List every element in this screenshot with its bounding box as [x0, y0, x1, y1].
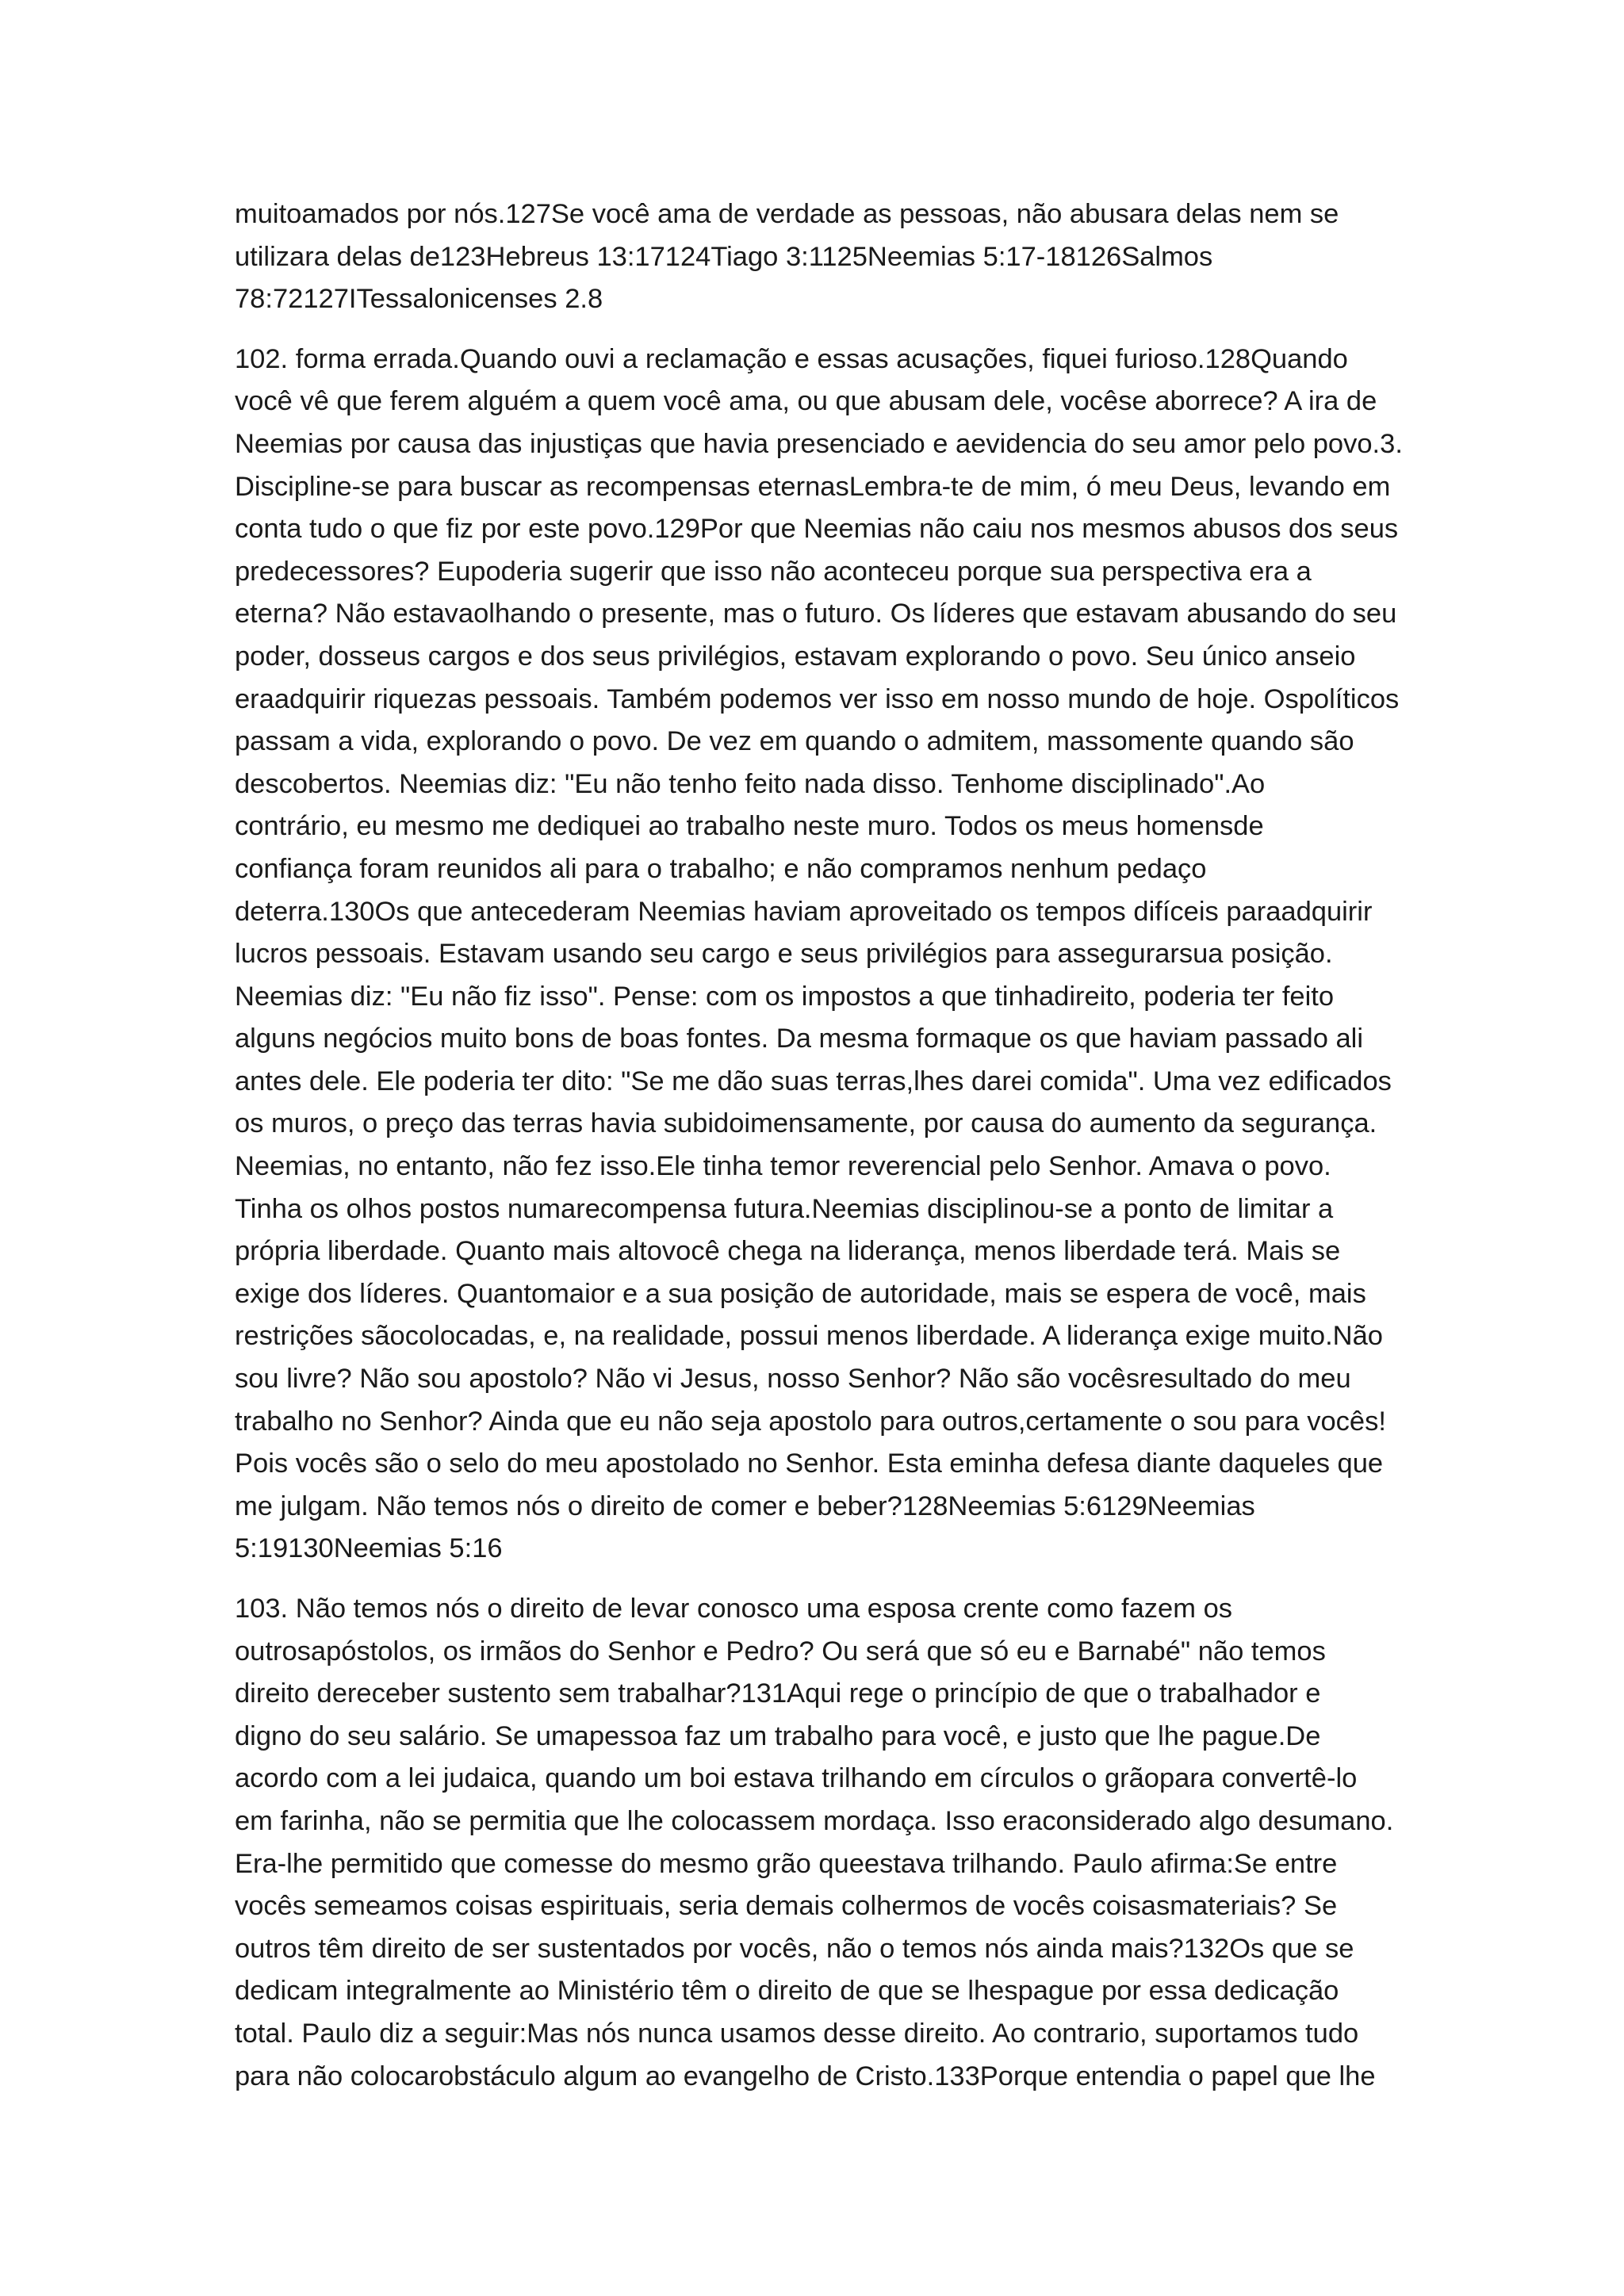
text-line: eterna? Não estavaolhando o presente, mas o futuro. Os líderes que estavam abusando do seu [235, 599, 1397, 629]
text-line: acordo com a lei judaica, quando um boi estava trilhando em círculos o grãopara convertê-lo [235, 1763, 1358, 1794]
text-line: predecessores? Eupoderia sugerir que isso não aconteceu porque sua perspectiva era a [235, 556, 1312, 587]
text-line: 103. Não temos nós o direito de levar conosco uma esposa crente como fazem os [235, 1594, 1233, 1624]
paragraph [235, 193, 1424, 321]
text-line: restrições sãocolocadas, e, na realidade, possui menos liberdade. A liderança exige muito.Não [235, 1321, 1383, 1352]
text-line: utilizara delas de123Hebreus 13:17124Tiago 3:1125Neemias 5:17-18126Salmos [235, 241, 1213, 272]
text-line: total. Paulo diz a seguir:Mas nós nunca usamos desse direito. Ao contrario, suportamos tudo [235, 2018, 1359, 2049]
text-line: lucros pessoais. Estavam usando seu cargo e seus privilégios para assegurarsua posição. [235, 939, 1333, 970]
text-line: confiança foram reunidos ali para o trabalho; e não compramos nenhum pedaço [235, 853, 1207, 884]
text-line: Pois vocês são o selo do meu apostolado no Senhor. Esta eminha defesa diante daqueles que [235, 1448, 1384, 1479]
text-line: dedicam integralmente ao Ministério têm o direito de que se lhespague por essa dedicação [235, 1976, 1339, 2007]
text-line: Neemias diz: "Eu não fiz isso". Pense: com os impostos a que tinhadireito, poderia ter feito [235, 981, 1335, 1012]
text-line: trabalho no Senhor? Ainda que eu não seja apostolo para outros,certamente o sou para vocês! [235, 1406, 1386, 1437]
text-line: deterra.130Os que antecederam Neemias haviam aproveitado os tempos difíceis paraadquirir [235, 896, 1373, 927]
text-line: Neemias, no entanto, não fez isso.Ele tinha temor reverencial pelo Senhor. Amava o povo. [235, 1151, 1331, 1182]
text-line: descobertos. Neemias diz: "Eu não tenho feito nada disso. Tenhome disciplinado".Ao [235, 768, 1266, 799]
text-line: em farinha, não se permitia que lhe colocassem mordaça. Isso eraconsiderado algo desumano. [235, 1805, 1394, 1836]
text-line: me julgam. Não temos nós o direito de comer e beber?128Neemias 5:6129Neemias [235, 1490, 1255, 1521]
text-line: outrosapóstolos, os irmãos do Senhor e Pedro? Ou será que só eu e Barnabé" não temos [235, 1636, 1326, 1667]
text-line: alguns negócios muito bons de boas fontes. Da mesma formaque os que haviam passado ali [235, 1024, 1364, 1054]
text-line: muitoamados por nós.127Se você ama de verdade as pessoas, não abusara delas nem se [235, 199, 1339, 229]
document-body [235, 193, 1424, 2115]
text-line: 5:19130Neemias 5:16 [235, 1533, 503, 1564]
text-line: os muros, o preço das terras havia subidoimensamente, por causa do aumento da segurança. [235, 1108, 1377, 1139]
text-line: digno do seu salário. Se umapessoa faz um trabalho para você, e justo que lhe pague.De [235, 1720, 1321, 1751]
text-line: contrário, eu mesmo me dediquei ao trabalho neste muro. Todos os meus homensde [235, 811, 1264, 842]
text-line: 78:72127ITessalonicenses 2.8 [235, 284, 603, 315]
text-line: 102. forma errada.Quando ouvi a reclamação e essas acusações, fiquei furioso.128Quando [235, 343, 1348, 374]
text-line: conta tudo o que fiz por este povo.129Por que Neemias não caiu nos mesmos abusos dos seus [235, 514, 1399, 545]
text-line: Neemias por causa das injustiças que havia presenciado e aevidencia do seu amor pelo povo.3. [235, 428, 1403, 459]
text-line: direito dereceber sustento sem trabalhar?131Aqui rege o princípio de que o trabalhador e [235, 1678, 1321, 1709]
paragraph [235, 1588, 1424, 2098]
text-line: sou livre? Não sou apostolo? Não vi Jesus, nosso Senhor? Não são vocêsresultado do meu [235, 1364, 1351, 1395]
text-line: eraadquirir riquezas pessoais. Também podemos ver isso em nosso mundo de hoje. Ospolíticos [235, 683, 1400, 714]
text-line: Era-lhe permitido que comesse do mesmo grão queestava trilhando. Paulo afirma:Se entre [235, 1848, 1338, 1879]
text-line: poder, dosseus cargos e dos seus privilégios, estavam explorando o povo. Seu único anseio [235, 641, 1356, 672]
text-line: Tinha os olhos postos numarecompensa futura.Neemias disciplinou-se a ponto de limitar a [235, 1193, 1334, 1224]
text-line: própria liberdade. Quanto mais altovocê chega na liderança, menos liberdade terá. Mais se [235, 1236, 1341, 1267]
text-line: outros têm direito de ser sustentados por vocês, não o temos nós ainda mais?132Os que se [235, 1933, 1354, 1964]
text-line: passam a vida, explorando o povo. De vez em quando o admitem, massomente quando são [235, 726, 1354, 757]
text-line: antes dele. Ele poderia ter dito: "Se me dão suas terras,lhes darei comida". Uma vez edificados [235, 1066, 1392, 1096]
text-line: exige dos líderes. Quantomaior e a sua posição de autoridade, mais se espera de você, mais [235, 1278, 1366, 1309]
paragraph [235, 339, 1424, 1571]
text-line: vocês semeamos coisas espirituais, seria demais colhermos de vocês coisasmateriais? Se [235, 1891, 1338, 1922]
text-line: você vê que ferem alguém a quem você ama, ou que abusam dele, vocêse aborrece? A ira de [235, 386, 1377, 417]
text-line: Discipline-se para buscar as recompensas eternasLembra-te de mim, ó meu Deus, levando em [235, 471, 1391, 502]
text-line: para não colocarobstáculo algum ao evangelho de Cristo.133Porque entendia o papel que lhe [235, 2061, 1376, 2091]
